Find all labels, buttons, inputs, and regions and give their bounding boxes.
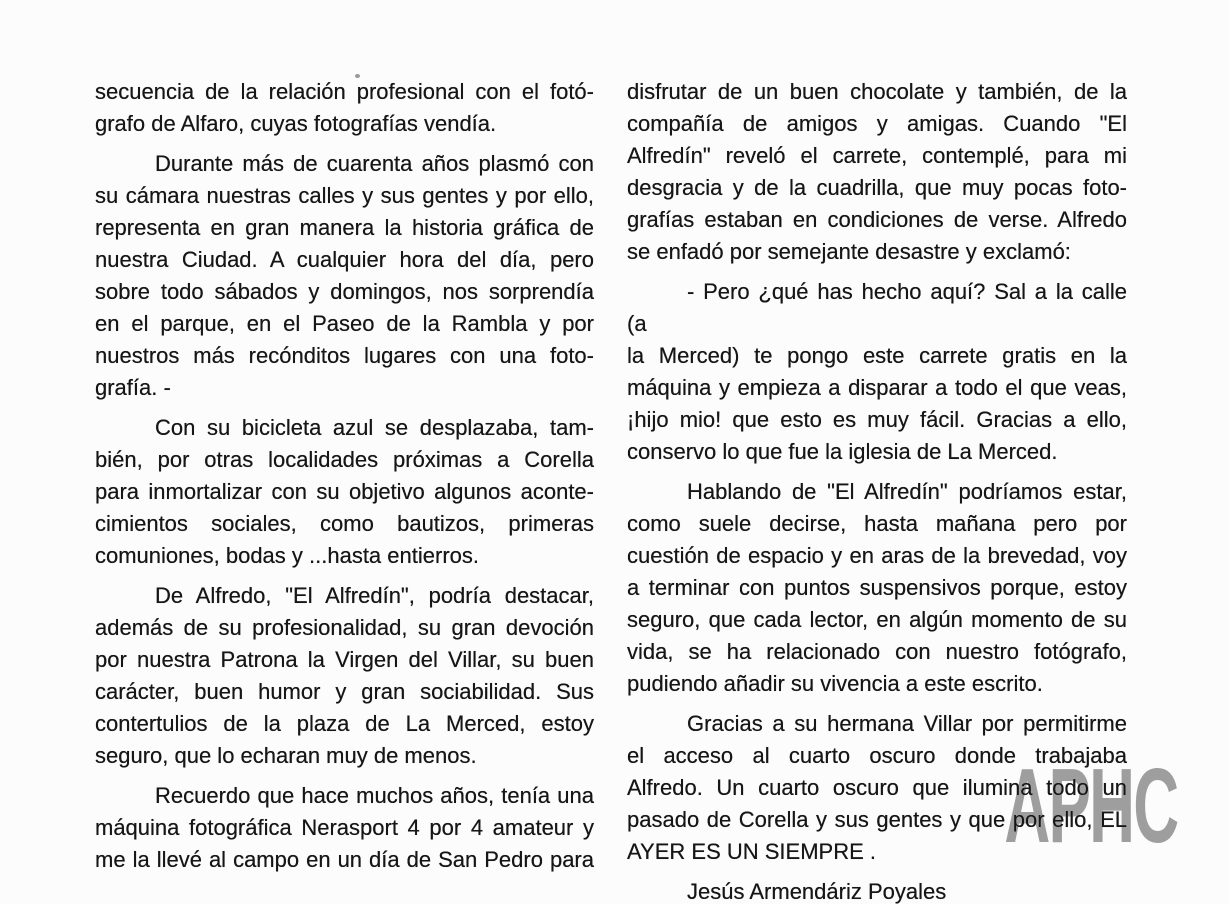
text-line: disfrutar de un buen chocolate y también, de la: [627, 79, 1127, 104]
text-line: Gracias a su hermana Villar por permitirme: [687, 711, 1127, 736]
paragraph: [95, 148, 594, 404]
text-line: a terminar con puntos suspensivos porque, estoy: [627, 575, 1127, 600]
text-line: representa en gran manera la historia gráfica de: [95, 215, 594, 240]
text-line: como suele decirse, hasta mañana pero por: [627, 511, 1127, 536]
text-column-left: [95, 76, 594, 876]
paragraph: [627, 476, 1127, 700]
text-line: grafías estaban en condiciones de verse. Alfredo: [627, 207, 1127, 232]
text-line: nuestros más recónditos lugares con una foto-: [95, 343, 594, 368]
paragraph: [95, 76, 594, 140]
text-column-right: [627, 76, 1127, 904]
text-line: Alfredín" reveló el carrete, contemplé, para mi: [627, 143, 1127, 168]
text-line: AYER ES UN SIEMPRE .: [627, 839, 876, 864]
text-line: cuestión de espacio y en aras de la brevedad, voy: [627, 543, 1127, 568]
text-line: bién, por otras localidades próximas a Corella: [95, 447, 594, 472]
text-line: la Merced) te pongo este carrete gratis en la: [627, 343, 1127, 368]
text-line: - Pero ¿qué has hecho aquí? Sal a la calle (a: [627, 279, 1127, 336]
text-line: contertulios de la plaza de La Merced, estoy: [95, 711, 594, 736]
text-line: máquina y empieza a disparar a todo el que veas,: [627, 375, 1127, 400]
text-line: Hablando de "El Alfredín" podríamos estar,: [687, 479, 1127, 504]
text-line: seguro, que lo echaran muy de menos.: [95, 743, 477, 768]
text-line: además de su profesionalidad, su gran devoción: [95, 615, 594, 640]
text-line: se enfadó por semejante desastre y exclamó:: [627, 239, 1071, 264]
paragraph: [95, 412, 594, 572]
paragraph: [627, 708, 1127, 868]
text-line: comuniones, bodas y ...hasta entierros.: [95, 543, 479, 568]
text-line: De Alfredo, "El Alfredín", podría destacar,: [155, 583, 594, 608]
text-line: grafía. -: [95, 375, 171, 400]
text-line: seguro, que cada lector, en algún momento de su: [627, 607, 1127, 632]
text-line: ¡hijo mio! que esto es muy fácil. Gracias a ello,: [627, 407, 1127, 432]
paragraph: [627, 76, 1127, 268]
text-line: sobre todo sábados y domingos, nos sorprendía: [95, 279, 594, 304]
text-line: máquina fotográfica Nerasport 4 por 4 amateur y: [95, 815, 594, 840]
text-line: vida, se ha relacionado con nuestro fotógrafo,: [627, 639, 1127, 664]
text-line: su cámara nuestras calles y sus gentes y por ello,: [95, 183, 594, 208]
signature-paragraph: [627, 876, 1127, 904]
text-line: compañía de amigos y amigas. Cuando "El: [627, 111, 1127, 136]
text-line: Jesús Armendáriz Poyales: [687, 879, 947, 904]
text-line: pasado de Corella y sus gentes y que por ello, EL: [627, 807, 1127, 832]
text-line: en el parque, en el Paseo de la Rambla y por: [95, 311, 594, 336]
text-line: el acceso al cuarto oscuro donde trabajaba: [627, 743, 1127, 768]
paragraph: [95, 580, 594, 772]
paragraph: [95, 780, 594, 876]
text-line: grafo de Alfaro, cuyas fotografías vendía.: [95, 111, 497, 136]
text-line: me la llevé al campo en un día de San Pedro para: [95, 847, 594, 872]
text-line: Con su bicicleta azul se desplazaba, tam-: [155, 415, 594, 440]
text-line: para inmortalizar con su objetivo algunos aconte-: [95, 479, 594, 504]
text-line: cimientos sociales, como bautizos, primeras: [95, 511, 594, 536]
text-line: Durante más de cuarenta años plasmó con: [155, 151, 594, 176]
paragraph: [627, 276, 1127, 468]
text-line: desgracia y de la cuadrilla, que muy pocas foto-: [627, 175, 1127, 200]
text-line: secuencia de la relación profesional con el fotó-: [95, 79, 594, 104]
text-line: Alfredo. Un cuarto oscuro que ilumina todo un: [627, 775, 1127, 800]
aphc-watermark: APHC: [1003, 747, 1177, 865]
text-line: nuestra Ciudad. A cualquier hora del día, pero: [95, 247, 594, 272]
text-line: carácter, buen humor y gran sociabilidad. Sus: [95, 679, 594, 704]
text-line: Recuerdo que hace muchos años, tenía una: [155, 783, 594, 808]
text-line: pudiendo añadir su vivencia a este escrito.: [627, 671, 1043, 696]
text-line: por nuestra Patrona la Virgen del Villar, su buen: [95, 647, 594, 672]
text-line: conservo lo que fue la iglesia de La Merced.: [627, 439, 1058, 464]
